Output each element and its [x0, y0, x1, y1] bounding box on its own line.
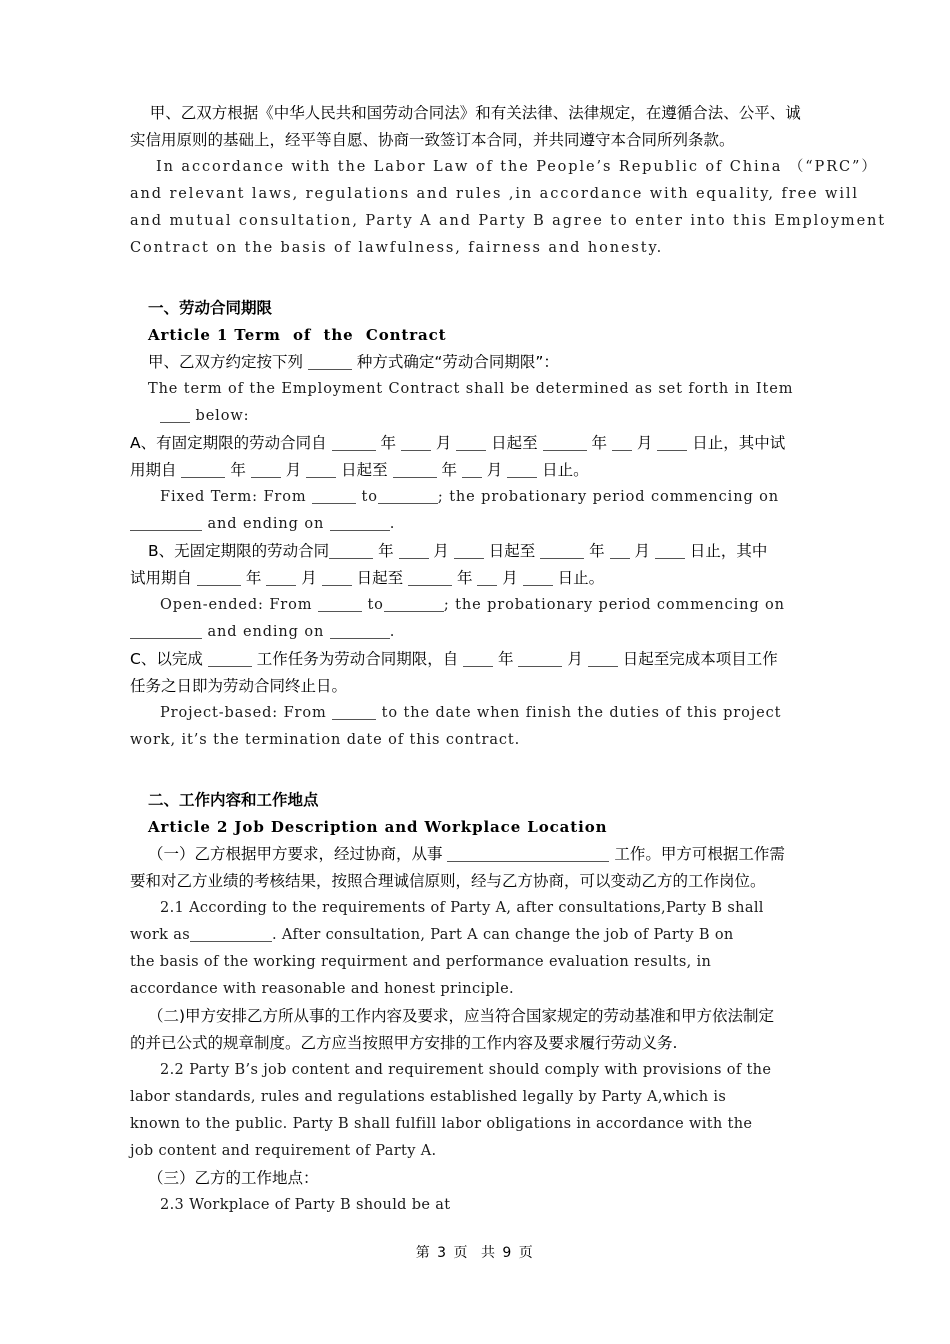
blank-work-as[interactable] [190, 928, 272, 942]
preamble-block [130, 100, 887, 262]
item-2-en-line4: job content and requirement of Party A. [130, 1143, 437, 1159]
txt: （一）乙方根据甲方要求，经过协商，从事 [148, 845, 448, 863]
blank-prob-start-month[interactable] [251, 464, 281, 478]
item-2-cn-line1: （二)甲方安排乙方所从事的工作内容及要求，应当符合国家规定的劳动基准和甲方依法制定 [148, 1007, 775, 1025]
option-c-cn-line1 [130, 646, 810, 673]
blank-item-letter[interactable] [160, 409, 190, 423]
option-b-en-line1 [130, 592, 810, 619]
intro-cn-post: 种方式确定“劳动合同期限”： [351, 353, 559, 371]
item-2-en-line2: labor standards, rules and regulations established legally by Party A,which is [130, 1089, 727, 1105]
article-2-block [130, 787, 810, 1219]
txt: 日止。 [537, 461, 589, 479]
txt: 月 [280, 461, 307, 479]
item-1-cn-line2: 要和对乙方业绩的考核结果，按照合理诚信原则，经与乙方协商，可以变动乙方的工作岗位。 [130, 872, 766, 890]
txt: to the date when finish the duties of this project [376, 705, 782, 721]
txt: 日起至 [483, 542, 541, 560]
txt: 年 [452, 569, 478, 587]
preamble-cn-line: 实信用原则的基础上，经平等自愿、协商一致签订本合同，并共同遵守本合同所列条款。 [130, 131, 735, 149]
blank-fixed-to[interactable] [378, 490, 438, 504]
txt: and ending on [202, 516, 330, 532]
article-1-intro-cn [130, 349, 810, 376]
option-b-cn-line1 [130, 538, 810, 565]
blank-prob-end-month[interactable] [477, 572, 497, 586]
txt: 年 [436, 461, 462, 479]
preamble-cn-line: 甲、乙双方根据《中华人民共和国劳动合同法》和有关法律、法律规定，在遵循合法、公平、诚 [130, 104, 801, 122]
blank-start-month[interactable] [399, 545, 429, 559]
blank-open-prob-start[interactable] [130, 625, 202, 639]
page-footer: 第 3 页 共 9 页 [415, 1245, 535, 1261]
article-2-item-3 [130, 1165, 810, 1219]
txt: and ending on [202, 624, 330, 640]
document-body [130, 100, 887, 1219]
txt: 月 [497, 569, 523, 587]
txt: B、无固定期限的劳动合同 [148, 542, 330, 560]
option-b-en-line2 [130, 619, 810, 646]
item-1-en-line3: the basis of the working requirment and performance evaluation results, in [130, 954, 712, 970]
txt: Fixed Term: From [160, 489, 313, 505]
txt: 年 [584, 542, 610, 560]
article-1-heading-en: Article 1 Term of the Contract [148, 326, 447, 344]
blank-start-year[interactable] [329, 545, 373, 559]
blank-start-year[interactable] [332, 437, 376, 451]
option-c-en-line2: work, it’s the termination date of this contract. [130, 732, 521, 748]
blank-prob-end-year[interactable] [408, 572, 452, 586]
blank-fixed-prob-end[interactable] [330, 517, 390, 531]
txt: 年 [225, 461, 251, 479]
article-2-item-1 [130, 841, 810, 1003]
item-3-en-line1: 2.3 Workplace of Party B should be at [160, 1197, 451, 1213]
txt: work as [130, 927, 191, 943]
blank-fixed-from[interactable] [312, 490, 356, 504]
txt: 年 [586, 434, 612, 452]
option-a-en-line2 [130, 511, 810, 538]
blank-prob-start-year[interactable] [181, 464, 225, 478]
txt: 工作。甲方可根据工作需 [609, 845, 785, 863]
txt: . [389, 624, 396, 640]
article-2-item-2 [130, 1003, 810, 1165]
blank-end-month[interactable] [612, 437, 632, 451]
blank-proj-month[interactable] [518, 653, 562, 667]
option-c-cn-line2: 任务之日即为劳动合同终止日。 [130, 677, 348, 695]
preamble-en-line: and mutual consultation, Party A and Party B agree to enter into this Employment [130, 213, 887, 229]
option-a-cn-line1 [130, 430, 810, 457]
blank-proj-day[interactable] [588, 653, 618, 667]
blank-prob-start-month[interactable] [266, 572, 296, 586]
preamble-en-line: In accordance with the Labor Law of the People’s Republic of China （“PRC”） [130, 159, 878, 175]
txt: 月 [430, 434, 457, 452]
txt: 日止。 [552, 569, 605, 587]
txt: . After consultation, Part A can change the job of Party B on [272, 927, 734, 943]
txt: 工作任务为劳动合同期限，自 [251, 650, 464, 668]
blank-prob-end-month[interactable] [462, 464, 482, 478]
txt: 月 [428, 542, 454, 560]
blank-prob-start-day[interactable] [322, 572, 352, 586]
txt: 年 [375, 434, 401, 452]
article-1-intro-en-line1: The term of the Employment Contract shall be determined as set forth in Item [148, 381, 794, 397]
section-gap [130, 262, 810, 295]
txt: to [356, 489, 378, 505]
txt: 年 [373, 542, 399, 560]
preamble-en-line: Contract on the basis of lawfulness, fairness and honesty. [130, 240, 664, 256]
txt: 月 [631, 434, 658, 452]
option-c-en-line1 [130, 700, 810, 727]
txt: to [361, 597, 384, 613]
txt: 日起至 [351, 569, 409, 587]
txt: 日止，其中试 [687, 434, 786, 452]
txt: Project-based: From [160, 705, 333, 721]
txt: 日起至完成本项目工作 [617, 650, 778, 668]
section-gap [130, 754, 810, 787]
blank-prob-end-day[interactable] [507, 464, 537, 478]
txt: 月 [481, 461, 508, 479]
txt: 日起至 [336, 461, 393, 479]
item-1-en-line1: 2.1 According to the requirements of Party A, after consultations,Party B shall [160, 900, 764, 916]
blank-proj-year[interactable] [463, 653, 493, 667]
article-1-block [130, 295, 810, 754]
article-1-option-c [130, 646, 810, 754]
blank-open-prob-end[interactable] [330, 625, 390, 639]
blank-start-day[interactable] [456, 437, 486, 451]
txt: 年 [493, 650, 519, 668]
blank-open-to[interactable] [384, 598, 444, 612]
blank-end-year[interactable] [543, 437, 587, 451]
article-2-heading-en: Article 2 Job Description and Workplace Location [148, 818, 608, 836]
blank-end-day[interactable] [657, 437, 687, 451]
item-2-cn-line2: 的并已公式的规章制度。乙方应当按照甲方安排的工作内容及要求履行劳动义务. [130, 1034, 678, 1052]
txt: 日起至 [486, 434, 543, 452]
option-a-en-line1 [130, 484, 810, 511]
blank-prob-end-day[interactable] [523, 572, 553, 586]
txt: 日止，其中 [684, 542, 768, 560]
item-1-en-line2 [130, 922, 810, 949]
txt: Open-ended: From [160, 597, 318, 613]
blank-start-day[interactable] [454, 545, 484, 559]
blank-job-title[interactable] [447, 848, 609, 862]
item-3-cn-line1: （三）乙方的工作地点： [148, 1169, 319, 1187]
txt: A、有固定期限的劳动合同自 [130, 434, 332, 452]
intro-en-post: below: [190, 408, 250, 424]
txt: C、以完成 [130, 650, 208, 668]
item-1-cn-line1 [130, 841, 810, 868]
blank-task-desc[interactable] [208, 653, 252, 667]
article-1-option-a [130, 430, 810, 538]
txt: 年 [240, 569, 267, 587]
blank-fixed-prob-start[interactable] [130, 517, 202, 531]
intro-cn-pre: 甲、乙双方约定按下列 [148, 353, 308, 371]
option-b-cn-line2 [130, 565, 810, 592]
txt: 试用期自 [130, 569, 197, 587]
preamble-en-line: and relevant laws, regulations and rules ,in accordance with equality, free will [130, 186, 859, 202]
txt: ; the probationary period commencing on [443, 597, 785, 613]
blank-end-day[interactable] [655, 545, 685, 559]
blank-item-number[interactable] [308, 356, 352, 370]
blank-project-from[interactable] [332, 706, 376, 720]
article-1-intro-en-line2 [130, 403, 810, 430]
blank-open-from[interactable] [318, 598, 362, 612]
txt: 用期自 [130, 461, 182, 479]
txt: 月 [296, 569, 322, 587]
txt: ; the probationary period commencing on [437, 489, 780, 505]
blank-start-month[interactable] [401, 437, 431, 451]
blank-prob-start-year[interactable] [197, 572, 241, 586]
option-a-cn-line2 [130, 457, 810, 484]
txt: 月 [562, 650, 588, 668]
blank-prob-end-year[interactable] [393, 464, 437, 478]
blank-prob-start-day[interactable] [306, 464, 336, 478]
item-1-en-line4: accordance with reasonable and honest principle. [130, 981, 514, 997]
article-2-heading-cn: 二、工作内容和工作地点 [148, 791, 319, 809]
txt: . [389, 516, 396, 532]
blank-end-year[interactable] [540, 545, 584, 559]
txt: 月 [629, 542, 655, 560]
article-1-option-b [130, 538, 810, 646]
article-1-heading-cn: 一、劳动合同期限 [148, 299, 273, 317]
blank-end-month[interactable] [610, 545, 630, 559]
item-2-en-line3: known to the public. Party B shall fulfill labor obligations in accordance with the [130, 1116, 753, 1132]
item-2-en-line1: 2.2 Party B’s job content and requirement should comply with provisions of the [160, 1062, 772, 1078]
